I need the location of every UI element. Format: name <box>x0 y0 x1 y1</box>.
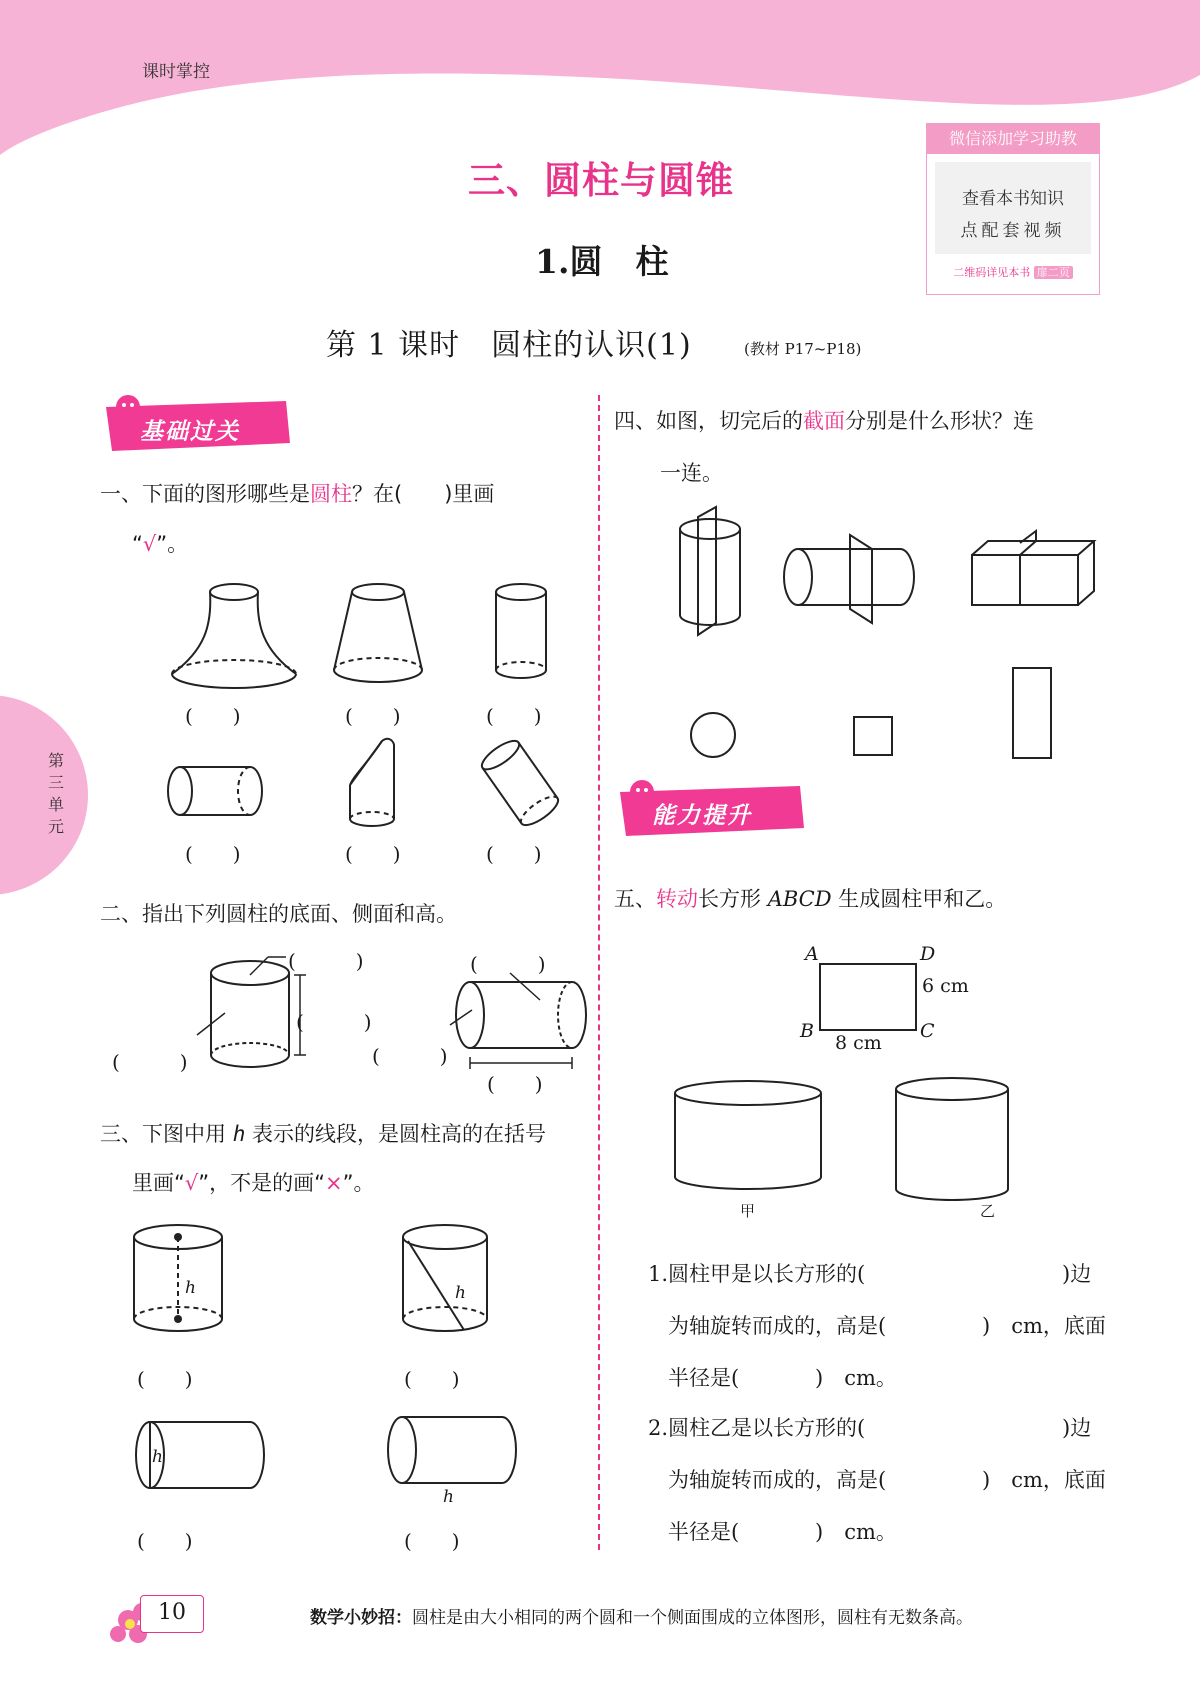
q1-blank-2[interactable]: ( ) <box>345 704 401 728</box>
unit-title: 三、圆柱与圆锥 <box>468 158 734 202</box>
section-title: 1.圆 柱 <box>535 242 669 281</box>
q3-figures <box>120 1215 560 1505</box>
q5-text-b: 长方形 <box>698 887 768 911</box>
q3-h-label-2: h <box>455 1283 466 1303</box>
q5-sub1-line3-a: 半径是( <box>668 1366 740 1390</box>
q4-figures <box>660 505 1100 765</box>
q3-check: √ <box>184 1171 199 1195</box>
q1-text-d: ”。 <box>156 532 189 556</box>
q2-blank-base-2[interactable]: ( ) <box>372 1044 448 1068</box>
q3-blank-1[interactable]: ( ) <box>137 1367 193 1391</box>
q4-prompt-2: 一连。 <box>660 461 723 485</box>
q5-rect-name: ABCD <box>767 887 832 911</box>
q2-blank-height-2[interactable]: ( ) <box>487 1072 543 1096</box>
q1-prompt-2 <box>132 528 188 558</box>
footer-tip <box>310 1603 973 1628</box>
q3-text-a: 三、下图中用 <box>100 1122 233 1146</box>
textbook-ref: (教材 P17~P18) <box>744 340 862 358</box>
q1-prompt <box>100 478 494 508</box>
q3-prompt <box>100 1118 546 1148</box>
q5-sub2-line3-a: 半径是( <box>668 1520 740 1544</box>
q3-text-d: ”，不是的画“ <box>198 1171 326 1195</box>
q4-highlight: 截面 <box>803 409 845 433</box>
q3-prompt-2 <box>132 1167 375 1197</box>
side-tab <box>0 695 88 895</box>
q1-figures-row2 <box>150 725 590 835</box>
q5-label-jia: 甲 <box>740 1202 756 1220</box>
q3-blank-4[interactable]: ( ) <box>404 1529 460 1553</box>
q5-sub2-line1-a: 2.圆柱乙是以长方形的( <box>648 1416 866 1440</box>
q3-blank-3[interactable]: ( ) <box>137 1529 193 1553</box>
q1-text-b: ？在( )里画 <box>352 482 495 506</box>
q5-sub1-line1-a: 1.圆柱甲是以长方形的( <box>648 1262 866 1286</box>
q1-highlight: 圆柱 <box>310 482 352 506</box>
q5-sub2-line3-b: ) cm。 <box>815 1520 897 1544</box>
q5-sub2-line1-b: )边 <box>1062 1416 1092 1440</box>
qr-box-note-badge: 扉二页 <box>1034 266 1073 279</box>
lesson-title: 第 1 课时 圆柱的认识(1) <box>326 328 692 363</box>
q5-label-width: 8 cm <box>835 1032 882 1054</box>
q1-blank-4[interactable]: ( ) <box>185 842 241 866</box>
qr-box-line2: 点配套视频 <box>960 221 1066 241</box>
q1-blank-1[interactable]: ( ) <box>185 704 241 728</box>
q5-sub2-line2-a: 为轴旋转而成的，高是( <box>668 1468 887 1492</box>
q3-text-b: 表示的线段，是圆柱高的在括号 <box>245 1122 547 1146</box>
q5-text-a: 五、 <box>614 887 656 911</box>
q3-h-label-4: h <box>443 1487 454 1507</box>
badge-basic-label: 基础过关 <box>140 419 240 445</box>
q3-cross: × <box>325 1171 343 1195</box>
q5-prompt <box>614 883 1006 913</box>
q2-prompt: 二、指出下列圆柱的底面、侧面和高。 <box>100 902 457 926</box>
q5-sub1-line3-b: ) cm。 <box>815 1366 897 1390</box>
q1-blank-3[interactable]: ( ) <box>486 704 542 728</box>
qr-box[interactable] <box>926 123 1100 295</box>
q5-label-yi: 乙 <box>980 1202 996 1220</box>
qr-box-title: 微信添加学习助教 <box>927 124 1099 154</box>
q1-blank-6[interactable]: ( ) <box>486 842 542 866</box>
q5-sub1-line1-b: )边 <box>1062 1262 1092 1286</box>
q3-blank-2[interactable]: ( ) <box>404 1367 460 1391</box>
q5-sub1-line2-a: 为轴旋转而成的，高是( <box>668 1314 887 1338</box>
q4-text-b: 分别是什么形状？连 <box>845 409 1034 433</box>
qr-box-note: 二维码详见本书 <box>953 266 1031 279</box>
page-number: 10 <box>158 1600 186 1625</box>
q2-blank-height[interactable]: ( ) <box>296 1010 372 1034</box>
q1-blank-5[interactable]: ( ) <box>345 842 401 866</box>
q4-prompt <box>614 405 1034 435</box>
q3-h-label-1: h <box>185 1278 196 1298</box>
header-tag: 课时掌控 <box>142 62 210 82</box>
qr-box-line1: 查看本书知识 <box>962 189 1064 209</box>
q5-sub2-line2-b: ) cm，底面 <box>982 1468 1106 1492</box>
q2-blank-side[interactable]: ( ) <box>112 1050 188 1074</box>
side-tab-label: 第三单元 <box>48 751 65 836</box>
q5-label-b: B <box>800 1020 814 1042</box>
q1-text-c: “ <box>132 532 143 556</box>
q5-text-c: 生成圆柱甲和乙。 <box>831 887 1007 911</box>
q5-cylinders <box>670 1075 1090 1225</box>
q5-sub1-line2-b: ) cm，底面 <box>982 1314 1106 1338</box>
q5-label-d: D <box>920 943 936 965</box>
q1-check: √ <box>142 532 157 556</box>
q2-blank-side-2[interactable]: ( ) <box>470 952 546 976</box>
q5-label-height: 6 cm <box>922 975 969 997</box>
footer-tip-text: 圆柱是由大小相同的两个圆和一个侧面围成的立体图形，圆柱有无数条高。 <box>412 1608 973 1628</box>
q3-var: h <box>232 1122 246 1146</box>
badge-advanced-label: 能力提升 <box>652 803 752 829</box>
q3-text-e: ”。 <box>342 1171 375 1195</box>
q2-blank-top[interactable]: ( ) <box>288 949 364 973</box>
footer-tip-label: 数学小妙招： <box>310 1608 412 1628</box>
q5-label-a: A <box>805 943 819 965</box>
q5-highlight: 转动 <box>656 887 698 911</box>
q1-text-a: 一、下面的图形哪些是 <box>100 482 310 506</box>
q5-label-c: C <box>920 1020 935 1042</box>
q3-text-c: 里画“ <box>132 1171 185 1195</box>
q4-text-a: 四、如图，切完后的 <box>614 409 803 433</box>
q3-h-label-3: h <box>152 1447 163 1467</box>
